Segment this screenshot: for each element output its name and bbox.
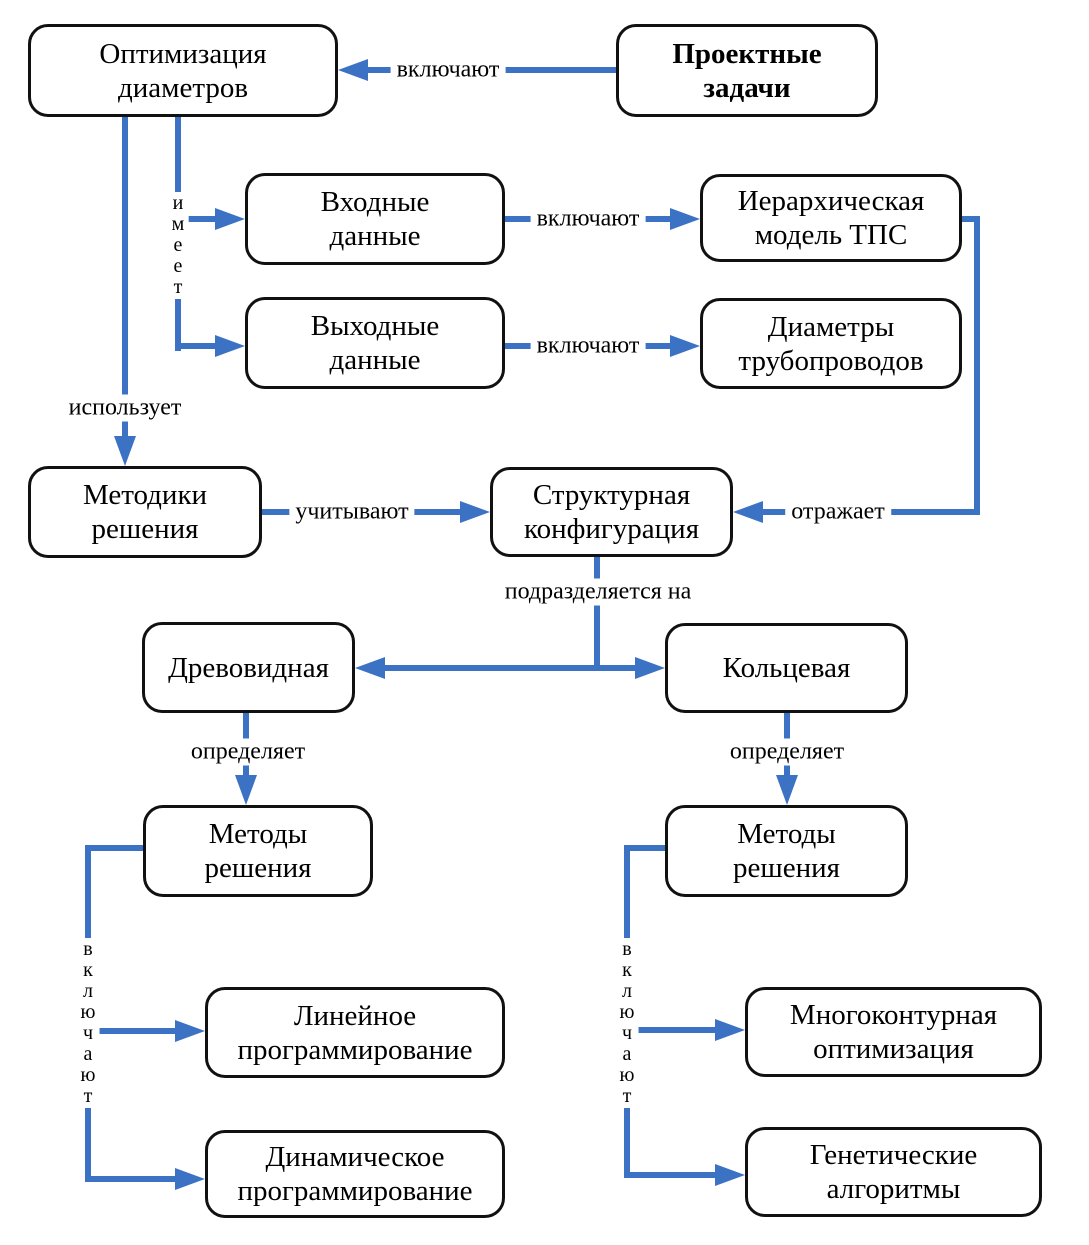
connector-subdivide-run [385,665,635,671]
node-label-line: Оптимизация [99,37,267,70]
arrowhead-right-icon [635,657,665,679]
edge-label-subdivided-into: подразделяется на [499,579,698,606]
edge-label-defines-right: определяет [724,739,850,766]
arrowhead-right-icon [175,1168,205,1190]
node-label-line: конфигурация [523,513,700,545]
edge-label-defines-left: определяет [185,739,311,766]
node-label-line: задачи [703,71,791,104]
arrowhead-left-icon [733,501,763,523]
node-label-line: Методы [208,818,308,850]
arrowhead-right-icon [670,208,700,230]
edge-label-has: и м е е т [168,192,189,299]
node-multiloop-optimization [745,987,1042,1077]
node-label-line: Входные [320,186,430,218]
node-label-line: Динамическое [265,1141,445,1173]
arrowhead-down-icon [235,775,257,805]
node-label-line: Линейное [293,999,417,1032]
node-solution-techniques [28,466,262,558]
node-label-line: решения [733,852,840,884]
connector-include-left-stub [85,845,143,851]
arrowhead-right-icon [175,1020,205,1042]
node-label-line: Выходные [310,310,440,342]
arrowhead-left-icon [338,59,368,81]
connector-to-genetic [624,1172,715,1178]
connector-uses [122,117,128,437]
connector-to-linear [88,1028,175,1034]
edge-label-include-output: включают [531,333,646,360]
edge-label-include-left: в к л ю ч а ю т [77,938,100,1108]
arrowhead-right-icon [715,1164,745,1186]
arrowhead-down-icon [776,775,798,805]
arrowhead-right-icon [715,1019,745,1041]
arrowhead-right-icon [215,208,245,230]
node-label-line: Генетические [809,1139,978,1171]
node-input-data [245,173,505,265]
node-label-line: решения [204,852,312,884]
edge-label-include-top: включают [391,57,506,84]
arrowhead-right-icon [670,335,700,357]
node-dynamic-programming [205,1130,505,1218]
node-label-line: оптимизация [813,1033,974,1065]
connector-reflects-drop [974,216,980,515]
node-label-line: Кольцевая [722,652,851,684]
node-hierarchical-model [700,174,962,262]
arrowhead-down-icon [114,436,136,466]
arrowhead-right-icon [460,501,490,523]
node-optimization-diameters [28,24,338,117]
node-ring-type [665,623,908,713]
node-label-line: данные [329,344,421,376]
node-label-line: Методы [737,818,836,850]
node-label-line: модель ТПС [754,219,908,251]
node-solution-methods-right [665,805,908,897]
node-linear-programming [205,987,505,1078]
node-label-line: трубопроводов [738,344,924,377]
node-label-line: данные [329,220,421,252]
edge-label-uses: использует [63,395,188,422]
connector-to-multiloop [627,1027,715,1033]
node-solution-methods-left [143,805,373,897]
node-label-line: Методики [82,479,208,511]
edge-label-consider: учитывают [289,499,414,526]
node-structural-configuration [490,467,733,557]
connector-subdivide-drop [594,557,600,671]
node-pipe-diameters [700,298,962,389]
node-label-line: программирование [237,1033,473,1066]
arrowhead-left-icon [355,657,385,679]
node-label-line: Древовидная [168,651,329,684]
node-project-tasks [616,24,878,117]
arrowhead-right-icon [215,335,245,357]
connector-has-to-output [178,343,215,349]
node-label-line: Проектные [672,37,822,70]
node-label-line: программирование [237,1175,473,1207]
node-output-data [245,297,505,389]
edge-label-include-input: включают [531,206,646,233]
node-tree-type [142,622,355,713]
node-label-line: Диаметры [767,310,895,343]
node-genetic-algorithms [745,1127,1042,1217]
connector-include-right-stub [624,845,665,851]
node-label-line: диаметров [117,71,249,104]
edge-label-reflects: отражает [785,499,891,526]
node-label-line: алгоритмы [826,1173,961,1205]
node-label-line: решения [91,513,199,545]
node-label-line: Структурная [532,479,691,511]
node-label-line: Иерархическая [737,185,925,217]
connector-to-dynamic [85,1176,175,1182]
edge-label-include-right: в к л ю ч а ю т [616,938,639,1108]
node-label-line: Многоконтурная [789,999,998,1031]
